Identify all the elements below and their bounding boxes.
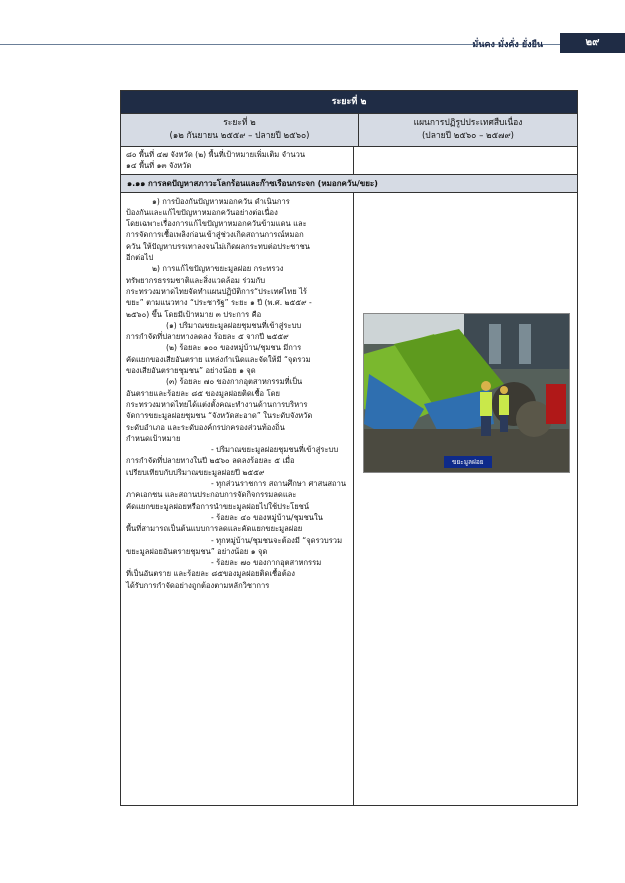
paragraph-line: จัดการขยะมูลฝอยชุมชน “จังหวัดสะอาด” ในระดับจังหวัด <box>126 411 313 421</box>
paragraph-line: (๒) ร้อยละ ๑๐๐ ของหมู่บ้าน/ชุมชน มีการ <box>166 343 302 353</box>
paragraph-line: ๑) การป้องกันปัญหาหมอกควัน ดำเนินการ <box>152 196 290 206</box>
paragraph-line: การกำจัดที่ปลายทางในปี ๒๕๖๐ ลดลงร้อยละ ๕ เมื่อ <box>126 456 295 466</box>
image-cell <box>354 193 577 805</box>
column-header-phase2 <box>121 114 359 146</box>
column-header-phase2-period: (๑๒ กันยายน ๒๕๕๙ – ปลายปี ๒๕๖๐) <box>169 131 310 141</box>
paragraph-line: ขยะ” ตามแนวทาง “ประชารัฐ” ระยะ ๑ ปี (พ.ศ. ๒๕๕๙ - <box>126 298 312 308</box>
paragraph-line: การกำจัดที่ปลายทางลดลง ร้อยละ ๕ จากปี ๒๕๕๙ <box>126 332 289 342</box>
paragraph-line: พื้นที่สามารถเป็นต้นแบบการลดและคัดแยกขยะมูลฝอย <box>126 524 303 534</box>
carryover-line: ๑๔ พื้นที่ ๑๓ จังหวัด <box>126 161 192 171</box>
section-title: ๑.๑๑ การลดปัญหาสภาวะโลกร้อนและก๊าซเรือนกระจก (หมอกควัน/ขยะ) <box>121 175 577 193</box>
paragraph-line: ของเสียอันตรายชุมชน” อย่างน้อย ๑ จุด <box>126 366 256 376</box>
column-header-row <box>121 113 577 147</box>
carryover-line: ๘๐ พื้นที่ ๔๗ จังหวัด (๒) พื้นที่เป้าหมายเพิ่มเติม จำนวน <box>126 150 306 159</box>
paragraph-line: (๓) ร้อยละ ๗๐ ของกากอุตสาหกรรมที่เป็น <box>166 377 303 387</box>
paragraph-line: - ร้อยละ ๔๐ ของหมู่บ้าน/ชุมชนใน <box>211 512 323 522</box>
paragraph-line: อีกต่อไป <box>126 253 154 263</box>
paragraph-line: - ปริมาณขยะมูลฝอยชุมชนที่เข้าสู่ระบบ <box>211 445 339 455</box>
paragraph-line: ทรัพยากรธรรมชาติและสิ่งแวดล้อม ร่วมกับ <box>126 275 266 285</box>
paragraph-line: ป้องกันและแก้ไขปัญหาหมอกควันอย่างต่อเนื่อง <box>126 207 278 217</box>
column-header-continuing-title: แผนการปฏิรูปประเทศสืบเนื่อง <box>413 118 523 128</box>
main-text-cell <box>121 193 354 805</box>
paragraph-line: กระทรวงมหาดไทยได้แต่งตั้งคณะทำงานด้านการบริหาร <box>126 399 308 409</box>
phase-title: ระยะที่ ๒ <box>121 91 577 113</box>
column-header-phase2-title: ระยะที่ ๒ <box>223 118 256 128</box>
table-row-carryover <box>121 147 577 175</box>
carryover-empty-cell <box>354 147 577 174</box>
carryover-text <box>121 147 354 174</box>
paragraph-line: - ทุกหมู่บ้าน/ชุมชนจะต้องมี “จุดรวบรวม <box>211 535 343 545</box>
paragraph-line: โดยเฉพาะเรื่องการแก้ไขปัญหาหมอกควันข้ามแดน และ <box>126 219 307 229</box>
paragraph-line: - ทุกส่วนราชการ สถานศึกษา ศาสนสถาน <box>211 479 347 489</box>
paragraph-line: คัดแยกของเสียอันตราย แหล่งกำเนิดและจัดให้มี “จุดรวม <box>126 354 311 364</box>
paragraph-line: กระทรวงมหาดไทยจัดทำแผนปฏิบัติการ“ประเทศไทย ไร้ <box>126 286 308 296</box>
paragraph-line: ที่เป็นอันตราย และร้อยละ ๘๕ของมูลฝอยติดเชื้อต้อง <box>126 569 295 579</box>
paragraph-line: ภาคเอกชน และสถานประกอบการจัดกิจกรรมลดและ <box>126 490 297 500</box>
paragraph-line: (๑) ปริมาณขยะมูลฝอยชุมชนที่เข้าสู่ระบบ <box>166 320 302 330</box>
reform-plan-table <box>120 90 578 806</box>
table-row-main <box>121 193 577 805</box>
header-slogan: มั่นคง มั่งคั่ง ยั่งยืน <box>472 40 543 50</box>
waste-sorting-photo <box>363 313 570 473</box>
paragraph-line: ขยะมูลฝอยอันตรายชุมชน” อย่างน้อย ๑ จุด <box>126 546 268 556</box>
paragraph-line: ควัน ให้ปัญหาบรรเทาลงจนไม่เกิดผลกระทบต่อประชาชน <box>126 241 310 251</box>
paragraph-line: ได้รับการกำจัดอย่างถูกต้องตามหลักวิชาการ <box>126 580 270 590</box>
paragraph-line: คัดแยกขยะมูลฝอยหรือการนำขยะมูลฝอยไปใช้ประโยชน์ <box>126 501 310 511</box>
paragraph-line: เปรียบเทียบกับปริมาณขยะมูลฝอยปี ๒๕๕๙ <box>126 467 265 477</box>
column-header-continuing <box>359 114 577 146</box>
paragraph-line: ระดับอำเภอ และระดับองค์กรปกครองส่วนท้องถิ่น <box>126 422 285 432</box>
paragraph-line: การจัดการเชื้อเพลิงก่อนเข้าสู่ช่วงเกิดสถานการณ์หมอก <box>126 230 304 240</box>
paragraph-line: ๒๕๖๐) ขึ้น โดยมีเป้าหมาย ๓ ประการ คือ <box>126 309 262 319</box>
paragraph-line: - ร้อยละ ๗๐ ของกากอุตสาหกรรม <box>211 558 322 568</box>
photo-caption: ขยะมูลฝอย <box>444 456 492 468</box>
column-header-continuing-period: (ปลายปี ๒๕๖๐ – ๒๕๗๙) <box>421 131 514 141</box>
paragraph-line: อันตรายและร้อยละ ๘๕ ของมูลฝอยติดเชื้อ โดย <box>126 388 280 398</box>
paragraph-line: ๒) การแก้ไขปัญหาขยะมูลฝอย กระทรวง <box>152 264 284 274</box>
page-number: ๒๙ <box>560 33 625 53</box>
paragraph-line: กำหนดเป้าหมาย <box>126 433 181 443</box>
